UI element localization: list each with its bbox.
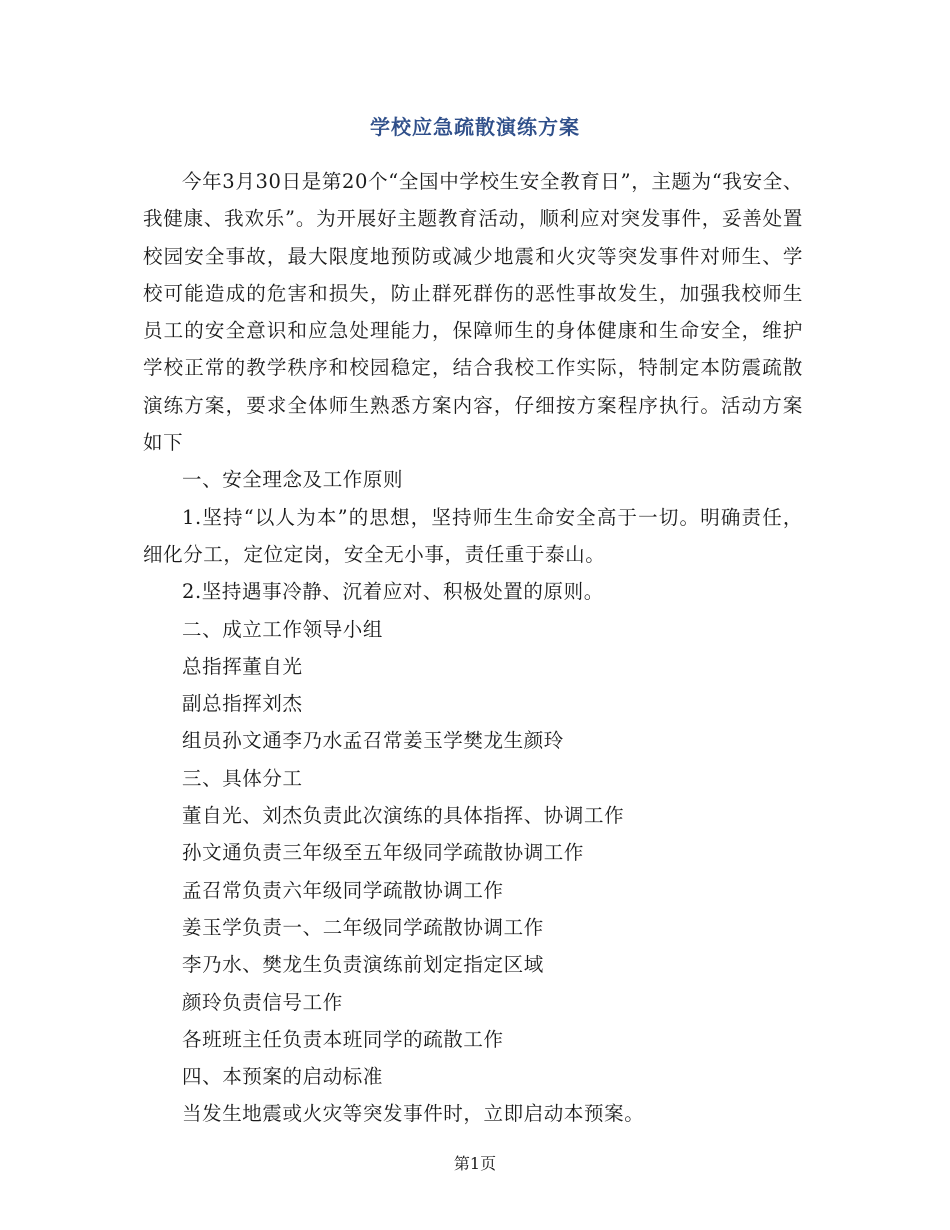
duty-line: 李乃水、樊龙生负责演练前划定指定区域 (182, 953, 544, 977)
document-body (143, 163, 803, 1133)
duty-line: 董自光、刘杰负责此次演练的具体指挥、协调工作 (182, 804, 625, 828)
page-number: 第1页 (453, 1154, 497, 1173)
members-line: 组员孙文通李乃水孟召常姜玉学樊龙生颜玲 (182, 729, 564, 753)
principle-2: 2.坚持遇事冷静、沉着应对、积极处置的原则。 (182, 580, 604, 604)
activation-line: 当发生地震或火灾等突发事件时，立即启动本预案。 (182, 1102, 645, 1126)
deputy-leader-line: 副总指挥刘杰 (182, 692, 303, 716)
leader-line: 总指挥董自光 (182, 654, 303, 678)
section-heading-2: 二、成立工作领导小组 (182, 617, 384, 641)
duty-line: 姜玉学负责一、二年级同学疏散协调工作 (182, 915, 544, 939)
duty-line: 各班班主任负责本班同学的疏散工作 (182, 1027, 504, 1051)
duty-line: 颜玲负责信号工作 (182, 990, 343, 1014)
duty-line: 孟召常负责六年级同学疏散协调工作 (182, 878, 504, 902)
section-heading-4: 四、本预案的启动标准 (182, 1065, 384, 1089)
duty-line: 孙文通负责三年级至五年级同学疏散协调工作 (182, 841, 585, 865)
intro-paragraph: 今年3月30日是第20个“全国中学校生安全教育日”，主题为“我安全、我健康、我欢乐”。为开展好主题教育活动，顺利应对突发事件，妥善处置校园安全事故，最大限度地预防或减少地震和火灾等突发事件对师生、学校可能造成的危害和损失，防止群死群伤的恶性事故发生，加强我校师生员工的安全意识和应急处理能力，保障师生的身体健康和生命安全，维护学校正常的教学秩序和校园稳定，结合我校工作实际，特制定本防震疏散演练方案，要求全体师生熟悉方案内容，仔细按方案程序执行。活动方案如下 (143, 170, 803, 455)
document-title: 学校应急疏散演练方案 (370, 115, 580, 139)
section-heading-3: 三、具体分工 (182, 766, 303, 790)
section-heading-1: 一、安全理念及工作原则 (182, 468, 404, 492)
principle-1: 1.坚持“以人为本”的思想，坚持师生生命安全高于一切。明确责任，细化分工，定位定岗，安全无小事，责任重于泰山。 (143, 505, 803, 566)
